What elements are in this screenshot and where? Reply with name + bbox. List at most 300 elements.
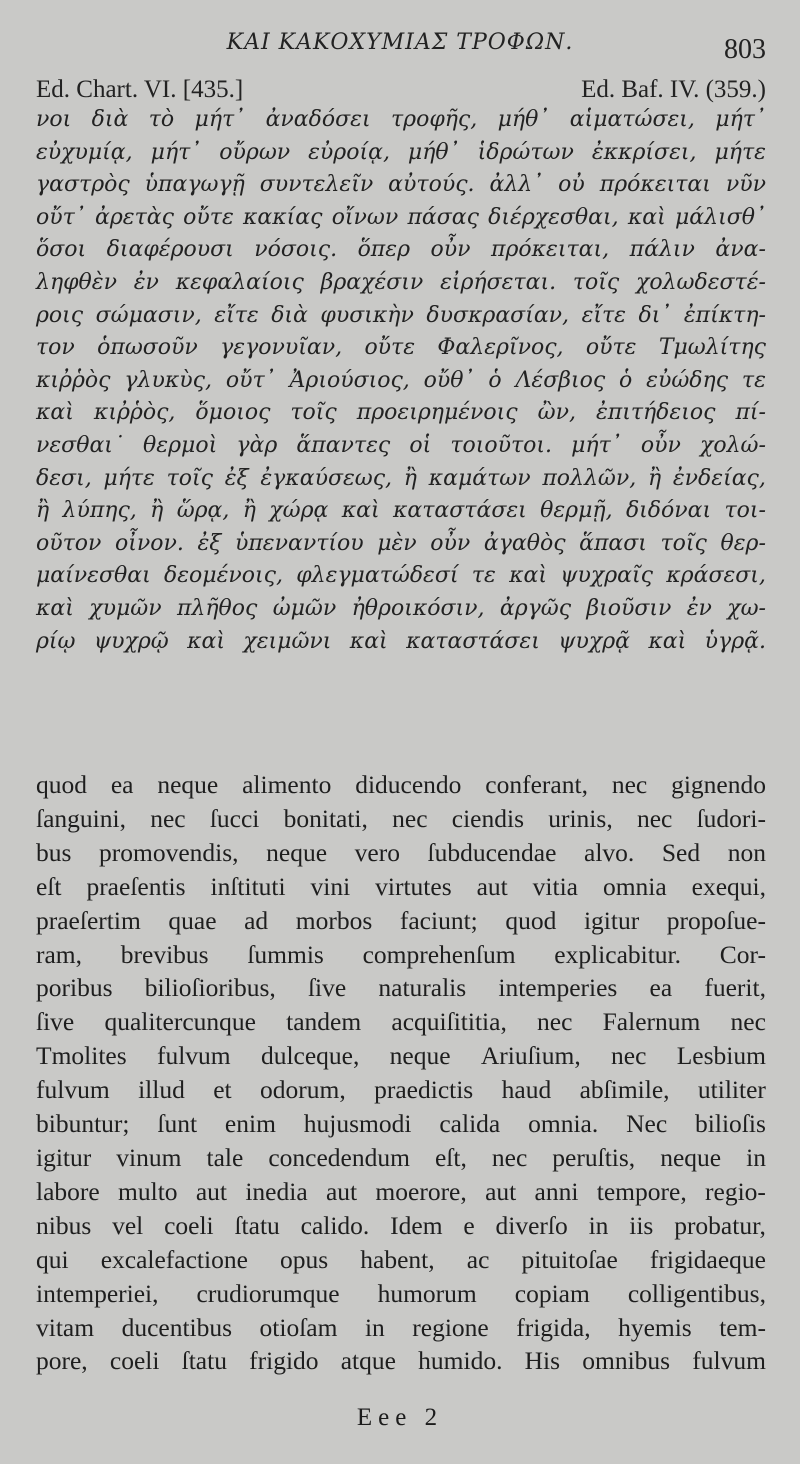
word: ſubducendae [427,837,557,867]
word: calido. [300,1210,370,1240]
word: bonitati, [283,803,368,833]
page-number: 803 [724,34,766,65]
word: qui [36,1244,69,1274]
word: in [588,1210,609,1240]
word: καταστάσει [392,498,527,524]
word: οὖν [430,237,471,263]
greek-line [36,463,766,496]
latin-line [36,1039,766,1073]
word: νοι [36,107,72,132]
word: χω- [727,595,766,621]
word: ἢ [36,498,50,524]
word: iis [629,1210,654,1240]
greek-line [36,495,766,528]
greek-line [36,267,766,300]
word: πάλιν [629,237,695,263]
word: οἴνων [331,204,399,230]
word: ροις [36,302,84,328]
word: τὸ [148,107,175,132]
word: ſudori- [696,803,766,833]
word: bibuntur; [36,1109,130,1139]
word: enim [224,1109,276,1139]
latin-line [36,1073,766,1107]
word: διαφέρουσι [106,237,234,263]
greek-line [36,137,766,170]
word: ψυχρᾷ [558,628,630,654]
word: κακίας [242,204,323,230]
greek-line [36,560,766,593]
latin-line [36,836,766,870]
word: τε [741,367,766,393]
word: et [213,1075,232,1105]
word: ἀλλ᾽ [489,172,544,198]
word: vitam [36,1312,95,1342]
word: fulvum [156,1041,231,1071]
word: labore [36,1176,100,1206]
word: Lesbium [676,1041,766,1071]
word: ἠθροικόσιν, [351,595,485,621]
word: Falernum [602,1007,701,1037]
word: ἐξ [197,530,222,556]
word: χολωδεστέ- [636,269,766,295]
word: ἀργῶς [499,595,572,621]
signature-mark: Eee 2 [356,1404,444,1431]
word: τον [36,335,75,361]
latin-line [36,1107,766,1141]
latin-line [36,1209,766,1243]
word: coeli [164,1210,214,1240]
word: ciendis [451,803,524,833]
word: εὐώδης [646,367,729,393]
edition-line [36,76,766,104]
word: οὔτε [364,335,416,361]
word: γὰρ [236,432,278,458]
word: e [463,1210,475,1240]
word: pituitoſae [521,1244,618,1274]
word: γαστρὸς [36,172,130,198]
word: fuerit, [704,973,766,1003]
word: haud [501,1075,552,1105]
word: ἐν [686,595,712,621]
word: βραχέσιν [320,269,424,295]
word: exequi, [691,871,766,901]
word: καὶ [36,400,74,426]
word: ſucci [209,803,260,833]
word: προειρημένοις [356,400,518,426]
word: nibus [36,1210,92,1240]
word: tandem [286,1007,362,1037]
word: αὐτούς. [388,172,475,198]
word: ἐγκαύσεως, [260,465,393,491]
word: μήτ᾽ [194,107,246,132]
word: ψυχρῷ [93,628,169,654]
word: τοι- [724,498,766,524]
word: tem- [719,1312,766,1342]
word: θερ- [720,530,766,556]
word: ὅμοιος [195,400,271,426]
word: quod [505,905,557,935]
word: ſive [307,973,347,1003]
word: ἅπαντες [296,432,391,458]
word: οὔρων [219,139,291,165]
word: igitur [583,905,640,935]
greek-line [36,202,766,235]
word: δεσι, [36,465,92,491]
word: opus [280,1244,329,1274]
word: πρόκειται, [490,237,610,263]
word: regio- [705,1176,766,1206]
word: otioſam [259,1312,338,1342]
word: ἐκκρίσει, [591,139,697,165]
word: frigidaeque [649,1244,766,1274]
word: igitur [36,1142,92,1172]
word: moerore, [375,1176,467,1206]
running-title: ΚΑΙ ΚΑΚΟΧΥΜΙΑΣ ΤΡΟΦΩΝ. [226,30,574,55]
word: ea [649,973,673,1003]
latin-line [36,1175,766,1209]
word: Tmolites [36,1041,127,1071]
word: Cor- [719,939,766,969]
word: coeli [109,1346,160,1376]
word: nec [636,803,673,833]
word: anni [534,1176,579,1206]
word: τε [471,563,496,589]
latin-text-block [36,768,766,1378]
word: ἢ [150,498,164,524]
word: fulvum [36,1075,110,1105]
word: ducentibus [121,1312,233,1342]
greek-line [36,104,766,137]
word: atque [340,1346,396,1376]
word: aut [476,871,508,901]
word: πρόκειται [599,172,711,198]
word: concedendum [268,1142,410,1172]
word: neque [389,1041,451,1071]
greek-line [36,365,766,398]
word: nec [537,1007,573,1037]
word: calida [439,1109,501,1139]
word: ὁ [619,367,633,393]
word: ἀρετὰς [95,204,174,230]
word: τροφῆς, [390,107,478,132]
word: intemperies [498,973,618,1003]
word: eſt, [434,1142,467,1172]
word: ὑπαγωγῇ [144,172,245,198]
greek-line [36,300,766,333]
word: ἢ [403,465,417,491]
latin-line [36,1277,766,1311]
word: ὅσοι [36,237,87,263]
word: ſtatu [181,1346,227,1376]
word: τοιοῦτοι. [450,432,553,458]
word: ὠμῶν [272,595,337,621]
word: τοῖς [660,530,707,556]
word: καταστάσει [406,628,540,654]
word: ψυχραῖς [560,563,653,589]
word: conferant, [485,770,588,799]
word: habent, [360,1244,435,1274]
word: frigida, [516,1312,591,1342]
word: οὔτ᾽ [225,367,276,393]
word: vinum [116,1142,182,1172]
word: μήτ᾽ [715,107,766,132]
word: εἴτε [581,302,626,328]
word: πλῆθος [176,595,258,621]
word: κράσεσι, [666,563,766,589]
word: καὶ [648,628,687,654]
greek-text-block [36,104,766,658]
word: probatur, [674,1210,766,1240]
word: bilioſis [695,1109,766,1139]
word: ληφθὲν [36,269,117,295]
word: ἐξ [224,465,249,491]
word: μήτ᾽ [150,139,202,165]
word: νεσθαι˙ [36,432,124,458]
greek-line [36,593,766,626]
word: ea [110,770,134,799]
word: tempore, [596,1176,687,1206]
word: bilioſioribus, [144,973,276,1003]
word: μαίνεσθαι [36,563,151,589]
word: brevibus [120,939,209,969]
word: omnibus [582,1346,671,1376]
word: nec [150,803,186,833]
word: aut [485,1176,517,1206]
word: nec [491,1142,528,1172]
word: frigido [249,1346,319,1376]
word: eſt [36,871,62,901]
word: ſunt [157,1109,198,1139]
word: humido. [418,1346,503,1376]
word: ἢ [647,465,662,491]
word: διὰ [271,302,308,328]
word: αἱματώσει, [569,107,695,132]
word: ἐνδείας, [672,465,766,491]
word: διέρχεσθαι, [488,204,619,230]
word: abſimile, [579,1075,670,1105]
word: vitia [532,871,578,901]
latin-line [36,1005,766,1039]
word: praeſentis [86,871,186,901]
word: hyemis [618,1312,692,1342]
word: διὰ [91,107,129,132]
greek-line [36,234,766,267]
word: ἅπασι [579,530,647,556]
word: excalefactione [100,1244,248,1274]
word: δεομένοις, [164,563,283,589]
word: εἰρήσεται. [440,269,557,295]
word: copiam [514,1278,590,1308]
word: morbos [295,905,373,935]
word: ρίῳ [36,628,76,654]
word: diducendo [355,770,462,799]
greek-line [36,332,766,365]
word: nec [392,803,428,833]
word: μήθ᾽ [497,107,550,132]
word: His [524,1346,561,1376]
word: Idem [390,1210,443,1240]
word: Λέσβιος [515,367,606,393]
word: fulvum [692,1346,766,1376]
word: vero [354,837,400,867]
word: naturalis [378,973,467,1003]
latin-line [36,802,766,836]
word: οὖν [640,432,681,458]
greek-line [36,430,766,463]
word: neque [157,770,219,799]
word: ram, [36,939,83,969]
word: καμάτων [428,465,531,491]
word: μήθ᾽ [407,139,460,165]
word: οὐ [558,172,585,198]
word: τοῖς [572,269,620,295]
word: εὐχυμίᾳ, [36,139,133,165]
word: nec [730,1007,766,1037]
greek-line [36,169,766,202]
word: φλεγματώδεσί [296,563,459,589]
word: ſummis [247,939,324,969]
word: vini [310,871,351,901]
word: ὅπερ [357,237,411,263]
word: multo [118,1176,178,1206]
word: σώμασιν, [95,302,202,328]
word: χολώ- [700,432,766,458]
word: καὶ [341,498,380,524]
word: praeſertim [36,905,141,935]
word: alvo. [584,837,635,867]
word: γεγονυῖαν, [220,335,343,361]
word: εἴτε [214,302,259,328]
greek-line [36,626,766,659]
word: μάλισθ᾽ [675,204,766,230]
word: οὔτε [585,335,637,361]
word: κιῤῥὸς [36,367,111,393]
word: acquiſititia, [391,1007,507,1037]
word: aut [195,1176,228,1206]
word: ἀγαθὸς [483,530,566,556]
word: Φαλερῖνος, [437,335,564,361]
latin-line [36,1243,766,1277]
word: vel [112,1210,144,1240]
word: καὶ [349,628,388,654]
word: κεφαλαίοις [175,269,304,295]
word: ἐν [133,269,159,295]
word: καὶ [187,628,226,654]
word: non [727,837,766,867]
word: colligentibus, [627,1278,766,1308]
word: hujusmodi [303,1109,412,1139]
latin-line [36,768,766,802]
word: καὶ [627,204,666,230]
word: οὔτε [183,204,234,230]
word: diverſo [495,1210,568,1240]
word: συντελεῖν [259,172,374,198]
word: ὁ [488,367,502,393]
word: humorum [377,1278,477,1308]
word: promovendis, [99,837,239,867]
word: οὖν [430,530,471,556]
word: comprehenſum [362,939,516,969]
word: neque [660,1142,722,1172]
word: μήτ᾽ [571,432,622,458]
word: ἐπιτήδειος [595,400,716,426]
word: ὥρᾳ, [176,498,230,524]
greek-line [36,397,766,430]
word: χειμῶνι [243,628,332,654]
word: Ariuſium, [480,1041,581,1071]
latin-line [36,1311,766,1345]
word: omnia [602,871,667,901]
word: καὶ [509,563,547,589]
word: poribus [36,973,113,1003]
word: θερμῇ, [540,498,613,524]
word: tale [206,1142,244,1172]
word: inſtituti [210,871,286,901]
word: ἀνα- [715,237,766,263]
word: μήτε [714,139,766,165]
word: ac [466,1244,490,1274]
word: illud [138,1075,185,1105]
latin-line [36,870,766,904]
word: οὔθ᾽ [423,367,475,393]
word: propoſue- [666,905,766,935]
word: φυσικὴν [320,302,414,328]
word: intemperiei, [36,1278,159,1308]
word: λύπης, [62,498,137,524]
word: bus [36,837,72,867]
word: pore, [36,1346,88,1376]
word: quae [168,905,217,935]
word: gignendo [671,770,766,799]
word: regione [412,1312,489,1342]
word: βιοῦσιν [586,595,672,621]
word: ἢ [242,498,256,524]
latin-line [36,1344,766,1378]
word: ὑπεναντίου [234,530,364,556]
word: faciunt; [399,905,478,935]
word: explicabitur. [554,939,682,969]
word: nec [611,770,648,799]
word: γλυκὺς, [124,367,212,393]
word: alimento [242,770,332,799]
word: aut [325,1176,358,1206]
word: ἐπίκτη- [683,302,766,328]
edition-basel: Ed. Baf. IV. (359.) [581,76,766,103]
word: ſanguini, [36,803,126,833]
word: Sed [661,837,701,867]
word: μήτε [103,465,155,491]
word: in [364,1312,385,1342]
word: νόσοις. [254,237,338,263]
word: οἱ [409,432,432,458]
greek-line [36,528,766,561]
word: τοῖς [166,465,213,491]
word: quod [36,770,87,799]
word: urinis, [548,803,613,833]
word: θερμοὶ [143,432,218,458]
latin-line [36,904,766,938]
word: οῦτον [36,530,102,556]
word: ἱδρώτων [477,139,574,165]
word: Ἀριούσιος, [289,367,410,393]
word: inedia [245,1176,308,1206]
word: in [746,1142,766,1172]
word: οἶνον. [115,530,184,556]
word: Nec [626,1109,668,1139]
word: neque [266,837,328,867]
word: χώρᾳ [269,498,329,524]
word: praedictis [374,1075,474,1105]
